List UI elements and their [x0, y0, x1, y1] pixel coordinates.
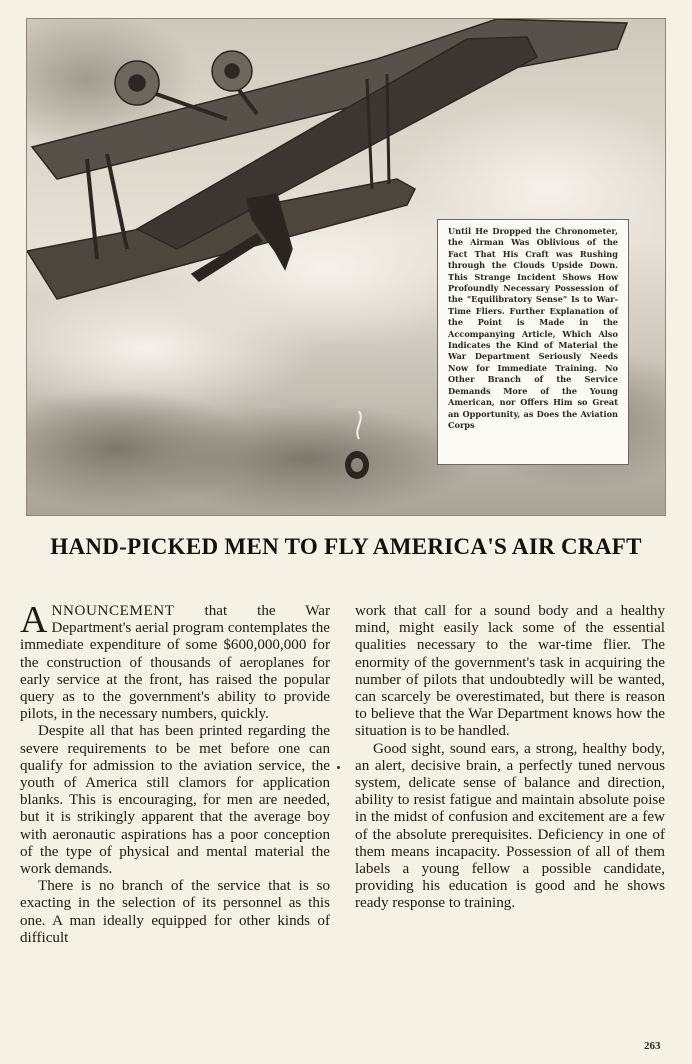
paragraph-text: that the War Department's aerial program contemplates the immediate expenditure of some $600,000,000 for the construction of thousands of aeroplanes for early service at the front, has raised the popular query as to the government's ability to provide pilots, in the necessary numbers, quickly.: [20, 603, 330, 723]
article-headline: HAND-PICKED MEN TO FLY AMERICA'S AIR CRAFT: [50, 534, 642, 559]
illustration-caption: Until He Dropped the Chronometer, the Airman Was Oblivious of the Fact That His Craft was Rushing through the Clouds Upside Down. This Strange Incident Shows How Profoundly Necessary Possession of the "Equilibratory Sense" Is to War-Time Fliers. Further Explanation of the Point is Made in the Accompanying Article, Which Also Indicates the Kind of Material the War Department Seriously Needs Now for Immediate Training. No Other Branch of the Service Demands More of the Young American, nor Offers Him so Great an Opportunity, as Does the Aviation Corps: [437, 219, 629, 465]
paragraph: Despite all that has been printed regarding the severe requirements to be met before one can qualify for admission to the aviation service, the youth of America still clamors for application blanks. This is encouraging, for men are needed, but it is strikingly apparent that the average boy with aeronautic aspirations has a poor conception of the type of physical and mental material the work demands.: [20, 723, 330, 878]
article-column-right: [355, 603, 665, 913]
paragraph: There is no branch of the service that is so exacting in the selection of its personnel as this one. A man ideally equipped for other kinds of difficult: [20, 878, 330, 946]
cloud-shadow: [137, 404, 477, 514]
paragraph-continued: work that call for a sound body and a healthy mind, might easily lack some of the essential qualities necessary to the war-time flier. The enormity of the government's task in acquiring the number of pilots that undoubtedly will be wanted, can scarcely be overestimated, but there is reason to believe that the War Department knows how the situation is to be handled.: [355, 603, 665, 740]
lead-in: NNOUNCEMENT: [51, 603, 175, 619]
drop-cap: A: [20, 599, 48, 641]
page-number: 263: [644, 1040, 661, 1052]
article-column-left: [20, 599, 330, 947]
paragraph: Good sight, sound ears, a strong, healthy body, an alert, decisive brain, a perfectly tuned nervous system, delicate sense of balance and direction, ability to resist fatigue and maintain absolute poise in the midst of confusion and excitement are a few of the absolute prerequisites. Deficiency in one of them means incapacity. Possession of all of them labels a young fellow a possible candidate, providing his education is good and he shows ready response to training.: [355, 740, 665, 912]
gutter-dot: [337, 766, 340, 769]
paragraph: [20, 599, 330, 723]
